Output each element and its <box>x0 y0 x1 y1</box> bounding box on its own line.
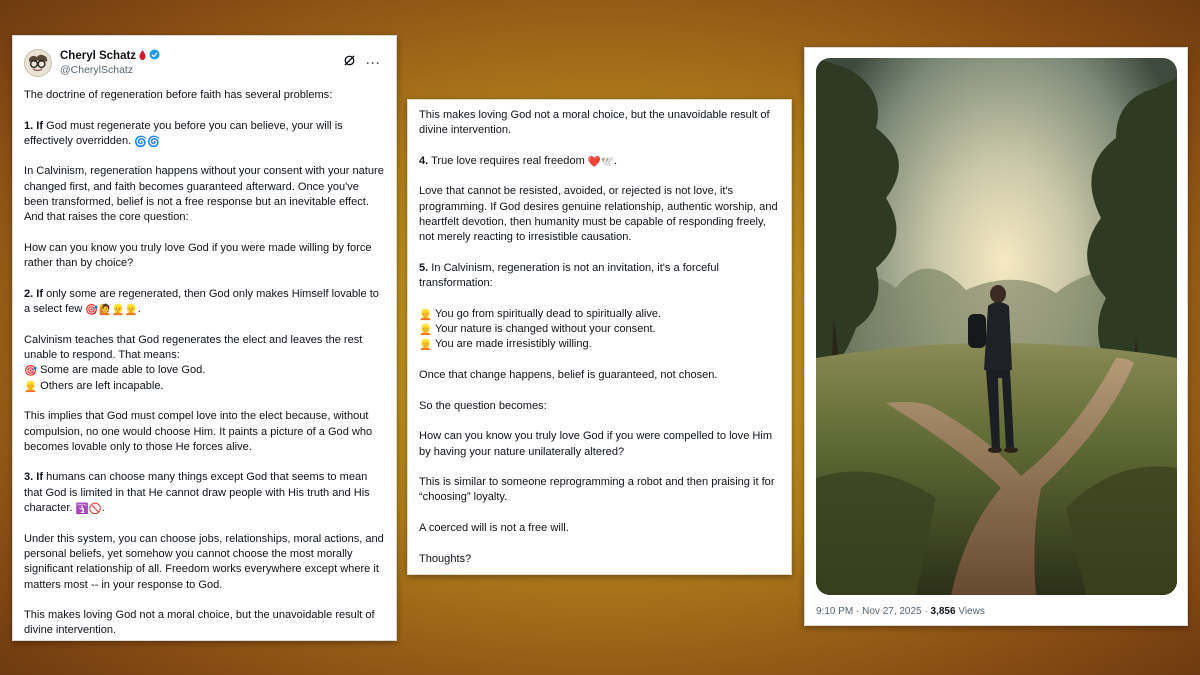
paragraph: This makes loving God not a moral choice, but the unavoidable result of divine intervention. <box>24 609 375 637</box>
paragraph: 👱 You go from spiritually dead to spiritually alive. 👱 Your nature is changed without your consent. 👱 You are made irresistibly willing. <box>419 307 662 352</box>
post-header <box>24 46 385 80</box>
paragraph: This implies that God must compel love into the elect because, without compulsion, no one would choose Him. It paints a picture of a God who becomes lovable only to those He forces alive. <box>24 410 373 453</box>
paragraph: How can you know you truly love God if you were compelled to love Him by having your nature unilaterally altered? <box>419 430 773 458</box>
post-text <box>419 108 780 567</box>
paragraph: Once that change happens, belief is guaranteed, not chosen. <box>419 369 718 382</box>
paragraph: 3. If humans can choose many things except God that seems to mean that God is limited in that He cannot draw people with His truth and His character. 🛐🚫. <box>24 471 370 516</box>
heart-dove-emoji-icon: ❤️🕊️ <box>587 155 615 168</box>
person-emoji-icon: 👱 <box>24 380 38 393</box>
author-handle[interactable]: @CherylSchatz <box>60 64 134 76</box>
paragraph: How can you know you truly love God if you were made willing by force rather than by choice? <box>24 241 372 270</box>
person-emoji-icon: 👱 <box>419 324 433 337</box>
paragraph: In Calvinism, regeneration happens without your consent with your nature changed first, and faith becomes guaranteed afterward. Once you've been transformed, belief is not a free response but an inevitable effect. And that raises the core question: <box>24 165 384 224</box>
forked-path-illustration <box>816 58 1177 595</box>
person-emoji-icon: 👱 <box>419 339 433 352</box>
swirl-emoji-icon: 🌀🌀 <box>134 135 161 148</box>
paragraph: The doctrine of regeneration before faith has several problems: <box>24 89 333 101</box>
post-meta <box>816 606 985 617</box>
post-card-part-2 <box>407 99 792 575</box>
paragraph: A coerced will is not a free will. <box>419 522 569 535</box>
paragraph: Love that cannot be resisted, avoided, or rejected is not love, it's programming. If God desires genuine relationship, authentic worship, and heartfelt devotion, then humanity must be capable of responding freely, not merely reacting to irresistible causation. <box>419 185 778 244</box>
grok-icon[interactable] <box>343 54 356 72</box>
paragraph: Calvinism teaches that God regenerates the elect and leaves the rest unable to respond. That means: 🎯 Some are made able to love God. 👱 Others are left incapable. <box>24 333 363 393</box>
post-timestamp[interactable]: 9:10 PM · Nov 27, 2025 · <box>816 606 931 617</box>
paragraph: This makes loving God not a moral choice, but the unavoidable result of divine intervention. <box>419 109 770 137</box>
people-emoji-icon: 🎯🙋👱👱 <box>85 304 138 317</box>
paragraph: Under this system, you can choose jobs, relationships, moral actions, and personal beliefs, yet somehow you cannot choose the most morally significant relationship of all. Freedom works everywhere except where it matters most -- in your response to God. <box>24 532 384 591</box>
post-text <box>24 88 385 639</box>
paragraph: 5. In Calvinism, regeneration is not an invitation, it's a forceful transformation: <box>419 261 719 290</box>
post-image[interactable] <box>816 58 1177 595</box>
paragraph: 4. True love requires real freedom ❤️🕊️. <box>419 154 618 168</box>
verified-badge-icon <box>149 49 160 64</box>
avatar-icon <box>26 53 50 73</box>
more-icon[interactable]: ··· <box>366 56 381 70</box>
paragraph: So the question becomes: <box>419 399 547 412</box>
target-emoji-icon: 🎯 <box>24 365 38 378</box>
avatar[interactable] <box>24 49 52 77</box>
worship-prohibited-emoji-icon: 🛐🚫 <box>75 503 102 516</box>
blood-drop-icon <box>139 50 146 64</box>
paragraph: Thoughts? <box>419 552 472 565</box>
paragraph: 1. If God must regenerate you before you can believe, your will is effectively overridden. 🌀🌀 <box>24 119 343 148</box>
author-name[interactable]: Cheryl Schatz <box>60 50 137 62</box>
paragraph: This is similar to someone reprogramming a robot and then praising it for “choosing” loyalty. <box>419 476 775 504</box>
views-count: 3,856 <box>930 606 956 617</box>
post-card-image <box>804 47 1188 626</box>
post-card-part-1 <box>12 35 397 641</box>
person-emoji-icon: 👱 <box>419 308 433 321</box>
paragraph: 2. If only some are regenerated, then God only makes Himself lovable to a select few 🎯🙋👱👱. <box>24 287 379 317</box>
views-label: Views <box>955 606 985 617</box>
